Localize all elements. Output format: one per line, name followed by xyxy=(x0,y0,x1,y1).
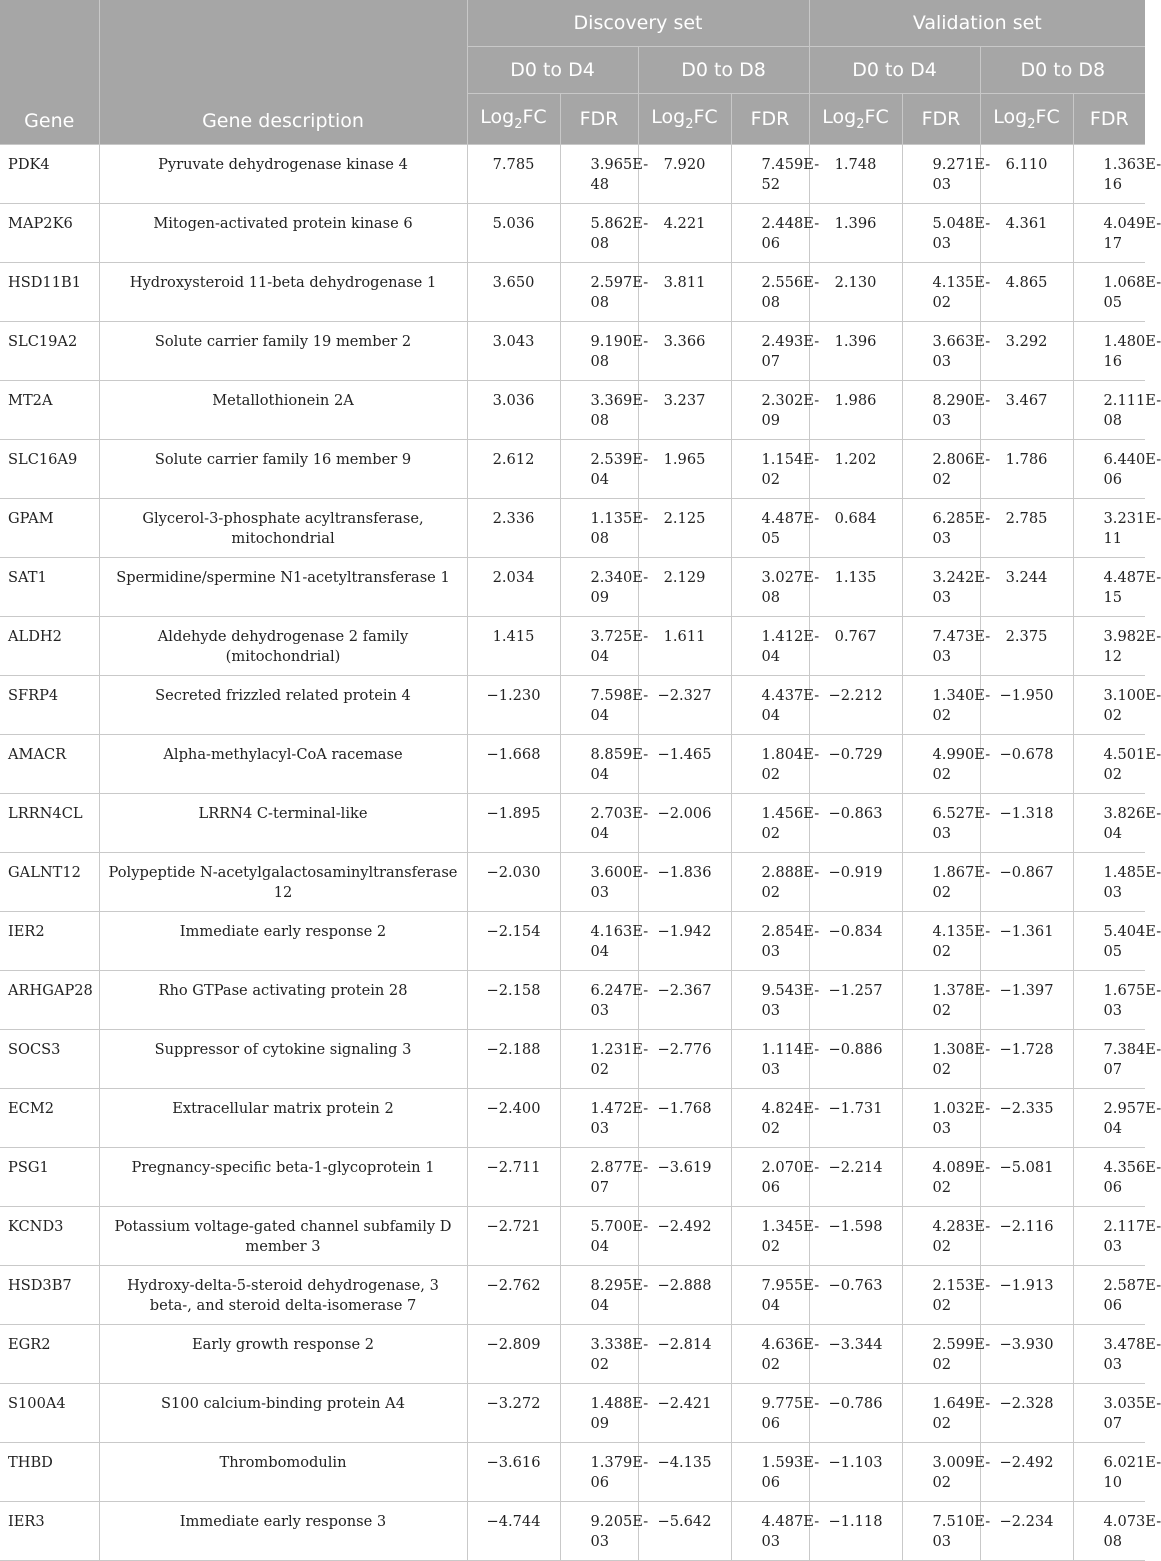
validation-d4-fdr-cell: 1.649E-02 xyxy=(902,1384,980,1443)
discovery-d8-fdr-cell: 2.302E-09 xyxy=(731,381,809,440)
validation-d8-fdr-cell: 2.117E-03 xyxy=(1073,1207,1145,1266)
discovery-d4-log2fc-cell: 7.785 xyxy=(467,145,560,204)
discovery-d8-fdr-cell: 1.456E-02 xyxy=(731,794,809,853)
discovery-d4-log2fc-cell: 3.036 xyxy=(467,381,560,440)
fdr-column-header: FDR xyxy=(902,94,980,145)
table-row xyxy=(0,912,1145,971)
validation-d4-fdr-cell: 4.135E-02 xyxy=(902,912,980,971)
gene-description-cell: Glycerol-3-phosphate acyltransferase, mitochondrial xyxy=(99,499,467,558)
validation-d4-fdr-cell: 5.048E-03 xyxy=(902,204,980,263)
discovery-d4-fdr-cell: 2.597E-08 xyxy=(560,263,638,322)
discovery-d8-fdr-cell: 2.854E-03 xyxy=(731,912,809,971)
gene-symbol-cell: ARHGAP28 xyxy=(0,971,99,1030)
discovery-d8-log2fc-cell: 2.125 xyxy=(638,499,731,558)
discovery-d4-log2fc-cell: −2.400 xyxy=(467,1089,560,1148)
discovery-d8-log2fc-cell: −5.642 xyxy=(638,1502,731,1561)
discovery-d4-fdr-cell: 9.190E-08 xyxy=(560,322,638,381)
gene-symbol-cell: EGR2 xyxy=(0,1325,99,1384)
validation-d4-fdr-cell: 1.867E-02 xyxy=(902,853,980,912)
discovery-d4-fdr-cell: 1.379E-06 xyxy=(560,1443,638,1502)
validation-d8-log2fc-cell: −1.728 xyxy=(980,1030,1073,1089)
table-row xyxy=(0,558,1145,617)
validation-d4-log2fc-cell: 0.684 xyxy=(809,499,902,558)
gene-description-cell: Pregnancy-specific beta-1-glycoprotein 1 xyxy=(99,1148,467,1207)
validation-d8-fdr-cell: 4.487E-15 xyxy=(1073,558,1145,617)
gene-description-cell: Thrombomodulin xyxy=(99,1443,467,1502)
gene-description-cell: Metallothionein 2A xyxy=(99,381,467,440)
validation-d4-fdr-cell: 4.089E-02 xyxy=(902,1148,980,1207)
gene-description-cell: S100 calcium-binding protein A4 xyxy=(99,1384,467,1443)
discovery-d8-fdr-cell: 3.027E-08 xyxy=(731,558,809,617)
log2fc-label-suffix: FC xyxy=(693,106,718,129)
discovery-d8-log2fc-cell: −2.776 xyxy=(638,1030,731,1089)
validation-d8-log2fc-cell: −1.361 xyxy=(980,912,1073,971)
log2fc-subscript: 2 xyxy=(856,116,865,132)
table-row xyxy=(0,1148,1145,1207)
validation-d4-fdr-cell: 2.599E-02 xyxy=(902,1325,980,1384)
discovery-d4-fdr-cell: 3.369E-08 xyxy=(560,381,638,440)
discovery-d4-fdr-cell: 5.700E-04 xyxy=(560,1207,638,1266)
table-row xyxy=(0,204,1145,263)
log2fc-column-header xyxy=(467,94,560,145)
discovery-d8-log2fc-cell: 2.129 xyxy=(638,558,731,617)
validation-d8-fdr-cell: 4.356E-06 xyxy=(1073,1148,1145,1207)
gene-description-cell: Rho GTPase activating protein 28 xyxy=(99,971,467,1030)
validation-d8-log2fc-cell: −2.234 xyxy=(980,1502,1073,1561)
log2fc-label-suffix: FC xyxy=(1035,106,1060,129)
validation-d4-log2fc-cell: −2.212 xyxy=(809,676,902,735)
validation-d4-log2fc-cell: 1.396 xyxy=(809,204,902,263)
validation-d4-log2fc-cell: −1.598 xyxy=(809,1207,902,1266)
gene-description-cell: Hydroxysteroid 11-beta dehydrogenase 1 xyxy=(99,263,467,322)
gene-description-cell: Secreted frizzled related protein 4 xyxy=(99,676,467,735)
discovery-d8-log2fc-cell: −1.942 xyxy=(638,912,731,971)
gene-symbol-cell: MT2A xyxy=(0,381,99,440)
validation-d4-fdr-cell: 4.283E-02 xyxy=(902,1207,980,1266)
table-row xyxy=(0,499,1145,558)
discovery-d8-fdr-cell: 2.556E-08 xyxy=(731,263,809,322)
gene-symbol-cell: PSG1 xyxy=(0,1148,99,1207)
discovery-d4-log2fc-cell: −2.188 xyxy=(467,1030,560,1089)
validation-d8-log2fc-cell: 2.785 xyxy=(980,499,1073,558)
gene-symbol-cell: HSD3B7 xyxy=(0,1266,99,1325)
discovery-d4-log2fc-cell: −2.721 xyxy=(467,1207,560,1266)
discovery-d8-fdr-cell: 2.493E-07 xyxy=(731,322,809,381)
table-row xyxy=(0,1325,1145,1384)
validation-d4-log2fc-cell: 2.130 xyxy=(809,263,902,322)
gene-symbol-cell: PDK4 xyxy=(0,145,99,204)
discovery-d8-fdr-cell: 2.888E-02 xyxy=(731,853,809,912)
validation-d4-fdr-cell: 1.308E-02 xyxy=(902,1030,980,1089)
discovery-d4-log2fc-cell: 1.415 xyxy=(467,617,560,676)
description-column-header: Gene description xyxy=(99,0,467,145)
table-row xyxy=(0,735,1145,794)
discovery-d8-log2fc-cell: −2.888 xyxy=(638,1266,731,1325)
validation-set-header: Validation set xyxy=(809,0,1145,47)
validation-d4-header: D0 to D4 xyxy=(809,47,980,94)
discovery-d8-fdr-cell: 1.412E-04 xyxy=(731,617,809,676)
table-row xyxy=(0,322,1145,381)
validation-d8-fdr-cell: 4.073E-08 xyxy=(1073,1502,1145,1561)
discovery-d4-header: D0 to D4 xyxy=(467,47,638,94)
discovery-d8-log2fc-cell: −2.492 xyxy=(638,1207,731,1266)
validation-d4-log2fc-cell: 1.748 xyxy=(809,145,902,204)
validation-d8-fdr-cell: 4.501E-02 xyxy=(1073,735,1145,794)
discovery-d8-fdr-cell: 4.487E-05 xyxy=(731,499,809,558)
validation-d8-fdr-cell: 1.068E-05 xyxy=(1073,263,1145,322)
discovery-d4-log2fc-cell: −2.154 xyxy=(467,912,560,971)
discovery-d4-log2fc-cell: −3.272 xyxy=(467,1384,560,1443)
log2fc-column-header xyxy=(980,94,1073,145)
validation-d8-log2fc-cell: −2.328 xyxy=(980,1384,1073,1443)
discovery-d4-log2fc-cell: 2.336 xyxy=(467,499,560,558)
validation-d8-fdr-cell: 2.587E-06 xyxy=(1073,1266,1145,1325)
validation-d4-fdr-cell: 3.242E-03 xyxy=(902,558,980,617)
discovery-d4-fdr-cell: 3.600E-03 xyxy=(560,853,638,912)
discovery-d8-fdr-cell: 2.448E-06 xyxy=(731,204,809,263)
validation-d8-header: D0 to D8 xyxy=(980,47,1145,94)
discovery-d8-log2fc-cell: −2.327 xyxy=(638,676,731,735)
gene-description-cell: Potassium voltage-gated channel subfamily D member 3 xyxy=(99,1207,467,1266)
table-row xyxy=(0,1207,1145,1266)
validation-d4-log2fc-cell: −0.834 xyxy=(809,912,902,971)
gene-description-cell: Aldehyde dehydrogenase 2 family (mitochondrial) xyxy=(99,617,467,676)
discovery-d4-fdr-cell: 1.135E-08 xyxy=(560,499,638,558)
gene-symbol-cell: GPAM xyxy=(0,499,99,558)
gene-symbol-cell: SLC16A9 xyxy=(0,440,99,499)
gene-symbol-cell: LRRN4CL xyxy=(0,794,99,853)
log2fc-subscript: 2 xyxy=(514,116,523,132)
discovery-d4-fdr-cell: 2.340E-09 xyxy=(560,558,638,617)
table-row xyxy=(0,145,1145,204)
table-row xyxy=(0,1089,1145,1148)
validation-d8-fdr-cell: 3.826E-04 xyxy=(1073,794,1145,853)
validation-d8-log2fc-cell: −2.492 xyxy=(980,1443,1073,1502)
gene-description-cell: Solute carrier family 19 member 2 xyxy=(99,322,467,381)
discovery-d4-fdr-cell: 1.231E-02 xyxy=(560,1030,638,1089)
discovery-d8-log2fc-cell: 1.965 xyxy=(638,440,731,499)
discovery-d8-fdr-cell: 4.824E-02 xyxy=(731,1089,809,1148)
validation-d4-log2fc-cell: −2.214 xyxy=(809,1148,902,1207)
discovery-d8-fdr-cell: 1.593E-06 xyxy=(731,1443,809,1502)
discovery-d4-log2fc-cell: −2.762 xyxy=(467,1266,560,1325)
discovery-d8-log2fc-cell: −2.006 xyxy=(638,794,731,853)
validation-d4-fdr-cell: 6.527E-03 xyxy=(902,794,980,853)
discovery-d8-log2fc-cell: 4.221 xyxy=(638,204,731,263)
discovery-d8-log2fc-cell: −3.619 xyxy=(638,1148,731,1207)
discovery-d4-log2fc-cell: 5.036 xyxy=(467,204,560,263)
validation-d8-fdr-cell: 3.982E-12 xyxy=(1073,617,1145,676)
validation-d4-log2fc-cell: −3.344 xyxy=(809,1325,902,1384)
validation-d8-log2fc-cell: −1.318 xyxy=(980,794,1073,853)
gene-description-cell: Immediate early response 2 xyxy=(99,912,467,971)
gene-description-cell: LRRN4 C-terminal-like xyxy=(99,794,467,853)
validation-d8-log2fc-cell: −0.678 xyxy=(980,735,1073,794)
discovery-d4-log2fc-cell: 3.650 xyxy=(467,263,560,322)
validation-d4-fdr-cell: 9.271E-03 xyxy=(902,145,980,204)
gene-symbol-cell: IER2 xyxy=(0,912,99,971)
validation-d8-log2fc-cell: 3.244 xyxy=(980,558,1073,617)
validation-d4-log2fc-cell: −0.786 xyxy=(809,1384,902,1443)
discovery-d4-log2fc-cell: −1.230 xyxy=(467,676,560,735)
validation-d8-log2fc-cell: −2.335 xyxy=(980,1089,1073,1148)
table-row xyxy=(0,794,1145,853)
validation-d4-log2fc-cell: −0.886 xyxy=(809,1030,902,1089)
log2fc-column-header xyxy=(809,94,902,145)
validation-d8-fdr-cell: 1.363E-16 xyxy=(1073,145,1145,204)
discovery-d8-fdr-cell: 1.154E-02 xyxy=(731,440,809,499)
gene-description-cell: Early growth response 2 xyxy=(99,1325,467,1384)
discovery-d8-log2fc-cell: −4.135 xyxy=(638,1443,731,1502)
validation-d8-log2fc-cell: 6.110 xyxy=(980,145,1073,204)
discovery-d4-log2fc-cell: −4.744 xyxy=(467,1502,560,1561)
validation-d4-log2fc-cell: −0.863 xyxy=(809,794,902,853)
gene-symbol-cell: S100A4 xyxy=(0,1384,99,1443)
fdr-column-header: FDR xyxy=(1073,94,1145,145)
table-row xyxy=(0,853,1145,912)
gene-symbol-cell: ECM2 xyxy=(0,1089,99,1148)
gene-symbol-cell: SAT1 xyxy=(0,558,99,617)
validation-d4-fdr-cell: 7.510E-03 xyxy=(902,1502,980,1561)
validation-d8-log2fc-cell: −1.913 xyxy=(980,1266,1073,1325)
validation-d8-log2fc-cell: 1.786 xyxy=(980,440,1073,499)
gene-description-cell: Suppressor of cytokine signaling 3 xyxy=(99,1030,467,1089)
fdr-column-header: FDR xyxy=(560,94,638,145)
validation-d4-log2fc-cell: 1.396 xyxy=(809,322,902,381)
discovery-d4-fdr-cell: 4.163E-04 xyxy=(560,912,638,971)
validation-d4-fdr-cell: 8.290E-03 xyxy=(902,381,980,440)
validation-d8-log2fc-cell: −3.930 xyxy=(980,1325,1073,1384)
gene-description-cell: Extracellular matrix protein 2 xyxy=(99,1089,467,1148)
gene-description-cell: Hydroxy-delta-5-steroid dehydrogenase, 3 beta-, and steroid delta-isomerase 7 xyxy=(99,1266,467,1325)
discovery-d8-log2fc-cell: −2.367 xyxy=(638,971,731,1030)
validation-d8-log2fc-cell: −1.950 xyxy=(980,676,1073,735)
validation-d4-log2fc-cell: −0.919 xyxy=(809,853,902,912)
validation-d8-log2fc-cell: −5.081 xyxy=(980,1148,1073,1207)
discovery-d8-log2fc-cell: 1.611 xyxy=(638,617,731,676)
validation-d8-fdr-cell: 2.957E-04 xyxy=(1073,1089,1145,1148)
discovery-d8-fdr-cell: 4.487E-03 xyxy=(731,1502,809,1561)
validation-d8-log2fc-cell: 4.361 xyxy=(980,204,1073,263)
validation-d4-fdr-cell: 2.153E-02 xyxy=(902,1266,980,1325)
validation-d4-log2fc-cell: −0.729 xyxy=(809,735,902,794)
validation-d4-fdr-cell: 3.663E-03 xyxy=(902,322,980,381)
gene-description-cell: Pyruvate dehydrogenase kinase 4 xyxy=(99,145,467,204)
validation-d4-fdr-cell: 1.378E-02 xyxy=(902,971,980,1030)
discovery-d4-fdr-cell: 7.598E-04 xyxy=(560,676,638,735)
discovery-d4-fdr-cell: 5.862E-08 xyxy=(560,204,638,263)
discovery-d8-fdr-cell: 9.775E-06 xyxy=(731,1384,809,1443)
discovery-d8-log2fc-cell: −1.768 xyxy=(638,1089,731,1148)
discovery-d8-fdr-cell: 1.345E-02 xyxy=(731,1207,809,1266)
gene-symbol-cell: SLC19A2 xyxy=(0,322,99,381)
table-row xyxy=(0,1443,1145,1502)
validation-d4-log2fc-cell: 1.986 xyxy=(809,381,902,440)
gene-symbol-cell: ALDH2 xyxy=(0,617,99,676)
discovery-d4-fdr-cell: 3.965E-48 xyxy=(560,145,638,204)
validation-d8-fdr-cell: 7.384E-07 xyxy=(1073,1030,1145,1089)
discovery-d4-log2fc-cell: −2.158 xyxy=(467,971,560,1030)
discovery-d8-log2fc-cell: −1.836 xyxy=(638,853,731,912)
validation-d8-fdr-cell: 6.440E-06 xyxy=(1073,440,1145,499)
discovery-d4-fdr-cell: 2.877E-07 xyxy=(560,1148,638,1207)
validation-d8-log2fc-cell: 4.865 xyxy=(980,263,1073,322)
gene-description-cell: Polypeptide N-acetylgalactosaminyltransferase 12 xyxy=(99,853,467,912)
discovery-d8-log2fc-cell: −1.465 xyxy=(638,735,731,794)
log2fc-label-suffix: FC xyxy=(522,106,547,129)
validation-d4-log2fc-cell: −1.257 xyxy=(809,971,902,1030)
validation-d8-log2fc-cell: 2.375 xyxy=(980,617,1073,676)
table-header xyxy=(0,0,1145,145)
discovery-d8-fdr-cell: 4.636E-02 xyxy=(731,1325,809,1384)
discovery-d8-log2fc-cell: −2.421 xyxy=(638,1384,731,1443)
validation-d8-log2fc-cell: 3.292 xyxy=(980,322,1073,381)
gene-description-cell: Solute carrier family 16 member 9 xyxy=(99,440,467,499)
discovery-d4-fdr-cell: 8.295E-04 xyxy=(560,1266,638,1325)
table-row xyxy=(0,1502,1145,1561)
validation-d4-fdr-cell: 2.806E-02 xyxy=(902,440,980,499)
validation-d4-log2fc-cell: −1.731 xyxy=(809,1089,902,1148)
discovery-d4-fdr-cell: 3.725E-04 xyxy=(560,617,638,676)
log2fc-label-suffix: FC xyxy=(864,106,889,129)
discovery-d4-fdr-cell: 9.205E-03 xyxy=(560,1502,638,1561)
table-row xyxy=(0,263,1145,322)
discovery-d4-log2fc-cell: −3.616 xyxy=(467,1443,560,1502)
table-row xyxy=(0,1384,1145,1443)
discovery-d4-fdr-cell: 2.539E-04 xyxy=(560,440,638,499)
validation-d8-log2fc-cell: 3.467 xyxy=(980,381,1073,440)
validation-d4-fdr-cell: 7.473E-03 xyxy=(902,617,980,676)
gene-description-cell: Mitogen-activated protein kinase 6 xyxy=(99,204,467,263)
table-row xyxy=(0,1030,1145,1089)
discovery-d4-fdr-cell: 1.488E-09 xyxy=(560,1384,638,1443)
table-row xyxy=(0,381,1145,440)
log2fc-subscript: 2 xyxy=(1027,116,1036,132)
validation-d4-log2fc-cell: 1.202 xyxy=(809,440,902,499)
discovery-d4-log2fc-cell: 3.043 xyxy=(467,322,560,381)
discovery-d4-log2fc-cell: −1.895 xyxy=(467,794,560,853)
log2fc-label: Log xyxy=(480,106,515,129)
gene-symbol-cell: AMACR xyxy=(0,735,99,794)
validation-d8-fdr-cell: 1.485E-03 xyxy=(1073,853,1145,912)
gene-symbol-cell: MAP2K6 xyxy=(0,204,99,263)
discovery-d4-fdr-cell: 2.703E-04 xyxy=(560,794,638,853)
validation-d4-fdr-cell: 3.009E-02 xyxy=(902,1443,980,1502)
discovery-d4-log2fc-cell: 2.612 xyxy=(467,440,560,499)
log2fc-label: Log xyxy=(822,106,857,129)
discovery-d8-fdr-cell: 9.543E-03 xyxy=(731,971,809,1030)
gene-symbol-cell: GALNT12 xyxy=(0,853,99,912)
discovery-d4-log2fc-cell: −1.668 xyxy=(467,735,560,794)
validation-d4-log2fc-cell: 1.135 xyxy=(809,558,902,617)
discovery-d8-log2fc-cell: 3.237 xyxy=(638,381,731,440)
discovery-d4-fdr-cell: 1.472E-03 xyxy=(560,1089,638,1148)
discovery-set-header: Discovery set xyxy=(467,0,809,47)
discovery-d8-log2fc-cell: −2.814 xyxy=(638,1325,731,1384)
validation-d4-fdr-cell: 1.032E-03 xyxy=(902,1089,980,1148)
discovery-d8-header: D0 to D8 xyxy=(638,47,809,94)
table-row xyxy=(0,617,1145,676)
validation-d4-log2fc-cell: −1.103 xyxy=(809,1443,902,1502)
log2fc-subscript: 2 xyxy=(685,116,694,132)
table-body xyxy=(0,145,1161,1561)
validation-d8-fdr-cell: 3.231E-11 xyxy=(1073,499,1145,558)
table-row xyxy=(0,1266,1145,1325)
gene-symbol-cell: SOCS3 xyxy=(0,1030,99,1089)
table-row xyxy=(0,676,1145,735)
discovery-d4-log2fc-cell: 2.034 xyxy=(467,558,560,617)
gene-description-cell: Spermidine/spermine N1-acetyltransferase 1 xyxy=(99,558,467,617)
validation-d8-fdr-cell: 5.404E-05 xyxy=(1073,912,1145,971)
table-row xyxy=(0,971,1145,1030)
discovery-d8-fdr-cell: 2.070E-06 xyxy=(731,1148,809,1207)
validation-d8-log2fc-cell: −2.116 xyxy=(980,1207,1073,1266)
discovery-d8-fdr-cell: 7.459E-52 xyxy=(731,145,809,204)
log2fc-label: Log xyxy=(993,106,1028,129)
validation-d8-fdr-cell: 1.480E-16 xyxy=(1073,322,1145,381)
gene-description-cell: Immediate early response 3 xyxy=(99,1502,467,1561)
discovery-d4-log2fc-cell: −2.030 xyxy=(467,853,560,912)
discovery-d8-log2fc-cell: 3.366 xyxy=(638,322,731,381)
validation-d4-log2fc-cell: 0.767 xyxy=(809,617,902,676)
discovery-d8-log2fc-cell: 7.920 xyxy=(638,145,731,204)
validation-d8-fdr-cell: 3.035E-07 xyxy=(1073,1384,1145,1443)
validation-d4-fdr-cell: 4.135E-02 xyxy=(902,263,980,322)
gene-column-header: Gene xyxy=(0,0,99,145)
validation-d4-log2fc-cell: −1.118 xyxy=(809,1502,902,1561)
validation-d8-fdr-cell: 3.478E-03 xyxy=(1073,1325,1145,1384)
discovery-d4-log2fc-cell: −2.711 xyxy=(467,1148,560,1207)
validation-d8-fdr-cell: 6.021E-10 xyxy=(1073,1443,1145,1502)
discovery-d4-fdr-cell: 3.338E-02 xyxy=(560,1325,638,1384)
validation-d8-fdr-cell: 1.675E-03 xyxy=(1073,971,1145,1030)
log2fc-column-header xyxy=(638,94,731,145)
validation-d8-log2fc-cell: −0.867 xyxy=(980,853,1073,912)
validation-d8-fdr-cell: 4.049E-17 xyxy=(1073,204,1145,263)
validation-d4-log2fc-cell: −0.763 xyxy=(809,1266,902,1325)
gene-description-cell: Alpha-methylacyl-CoA racemase xyxy=(99,735,467,794)
discovery-d8-fdr-cell: 7.955E-04 xyxy=(731,1266,809,1325)
discovery-d8-fdr-cell: 1.804E-02 xyxy=(731,735,809,794)
discovery-d4-fdr-cell: 8.859E-04 xyxy=(560,735,638,794)
gene-symbol-cell: THBD xyxy=(0,1443,99,1502)
gene-symbol-cell: KCND3 xyxy=(0,1207,99,1266)
validation-d8-fdr-cell: 2.111E-08 xyxy=(1073,381,1145,440)
validation-d8-fdr-cell: 3.100E-02 xyxy=(1073,676,1145,735)
log2fc-label: Log xyxy=(651,106,686,129)
validation-d4-fdr-cell: 1.340E-02 xyxy=(902,676,980,735)
discovery-d8-fdr-cell: 4.437E-04 xyxy=(731,676,809,735)
table-row xyxy=(0,440,1145,499)
discovery-d4-log2fc-cell: −2.809 xyxy=(467,1325,560,1384)
gene-symbol-cell: SFRP4 xyxy=(0,676,99,735)
discovery-d8-log2fc-cell: 3.811 xyxy=(638,263,731,322)
gene-symbol-cell: IER3 xyxy=(0,1502,99,1561)
validation-d4-fdr-cell: 6.285E-03 xyxy=(902,499,980,558)
discovery-d8-fdr-cell: 1.114E-03 xyxy=(731,1030,809,1089)
gene-symbol-cell: HSD11B1 xyxy=(0,263,99,322)
validation-d4-fdr-cell: 4.990E-02 xyxy=(902,735,980,794)
validation-d8-log2fc-cell: −1.397 xyxy=(980,971,1073,1030)
discovery-d4-fdr-cell: 6.247E-03 xyxy=(560,971,638,1030)
fdr-column-header: FDR xyxy=(731,94,809,145)
